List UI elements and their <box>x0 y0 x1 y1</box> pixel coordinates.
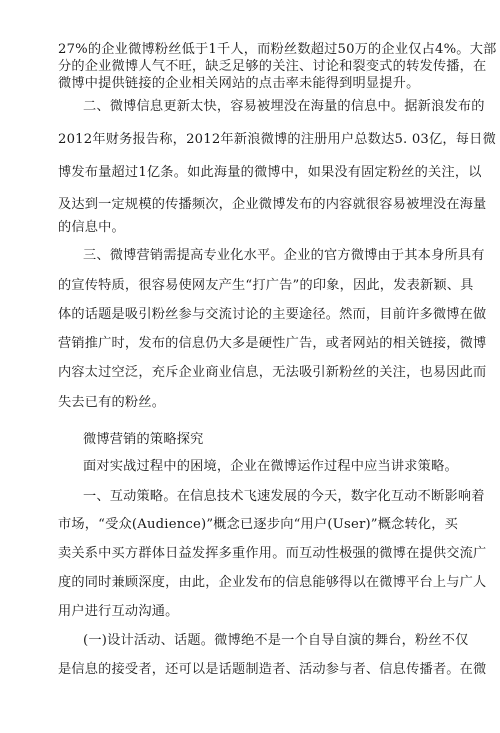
paragraph-line: 三、微博营销需提高专业化水平。企业的官方微博由于其本身所具有 <box>83 248 485 263</box>
paragraph-line: 及达到一定规模的传播频次，企业微博发布的内容就很容易被埋没在海量 <box>58 197 487 212</box>
section-heading: 微博营销的策略探究 <box>83 432 204 447</box>
paragraph-line: 营销推广时，发布的信息仍大多是硬性广告，或者网站的相关链接，微博 <box>58 336 487 351</box>
paragraph-line: 是信息的接受者，还可以是话题制造者、活动参与者、信息传播者。在微 <box>58 662 487 677</box>
paragraph-line: 市场，“受众(Audience)”概念已逐步向“用户(User)”概念转化，买 <box>58 517 459 532</box>
paragraph-line: 体的话题是吸引粉丝参与交流讨论的主要途径。然而，目前许多微博在做 <box>58 307 487 322</box>
paragraph-line: 度的同时兼顾深度，由此，企业发布的信息能够得以在微博平台上与广人 <box>58 575 487 590</box>
paragraph-line: 二、微博信息更新太快，容易被埋没在海量的信息中。据新浪发布的 <box>83 99 485 114</box>
paragraph-line: 2012年财务报告称，2012年新浪微博的注册用户总数达5. 03亿，每日微 <box>58 132 496 147</box>
paragraph-line: 博发布量超过1亿条。如此海量的微博中，如果没有固定粉丝的关注，以 <box>58 165 482 180</box>
paragraph-line: 的宣传特质，很容易使网友产生“打广告”的印象，因此，发表新颖、具 <box>58 278 474 293</box>
paragraph-line: 面对实战过程中的困境，企业在微博运作过程中应当讲求策略。 <box>83 459 458 474</box>
paragraph-line: 分的企业微博人气不旺，缺乏足够的关注、讨论和裂变式的转发传播，在 <box>58 59 487 74</box>
paragraph-line: 27%的企业微博粉丝低于1千人，而粉丝数超过50万的企业仅占4%。大部 <box>58 42 497 57</box>
paragraph-line: 用户进行互动沟通。 <box>58 604 179 619</box>
paragraph-line: 的信息中。 <box>58 220 125 235</box>
paragraph-line: (一)设计活动、话题。微博绝不是一个自导自演的舞台，粉丝不仅 <box>83 633 469 648</box>
paragraph-line: 卖关系中买方群体日益发挥多重作用。而互动性极强的微博在提供交流广 <box>58 546 487 561</box>
paragraph-line: 失去已有的粉丝。 <box>58 395 166 410</box>
paragraph-line: 一、互动策略。在信息技术飞速发展的今天，数字化互动不断影响着 <box>83 489 485 504</box>
paragraph-line: 微博中提供链接的企业相关网站的点击率未能得到明显提升。 <box>58 76 420 91</box>
paragraph-line: 内容太过空泛，充斥企业商业信息，无法吸引新粉丝的关注，也易因此而 <box>58 365 487 380</box>
